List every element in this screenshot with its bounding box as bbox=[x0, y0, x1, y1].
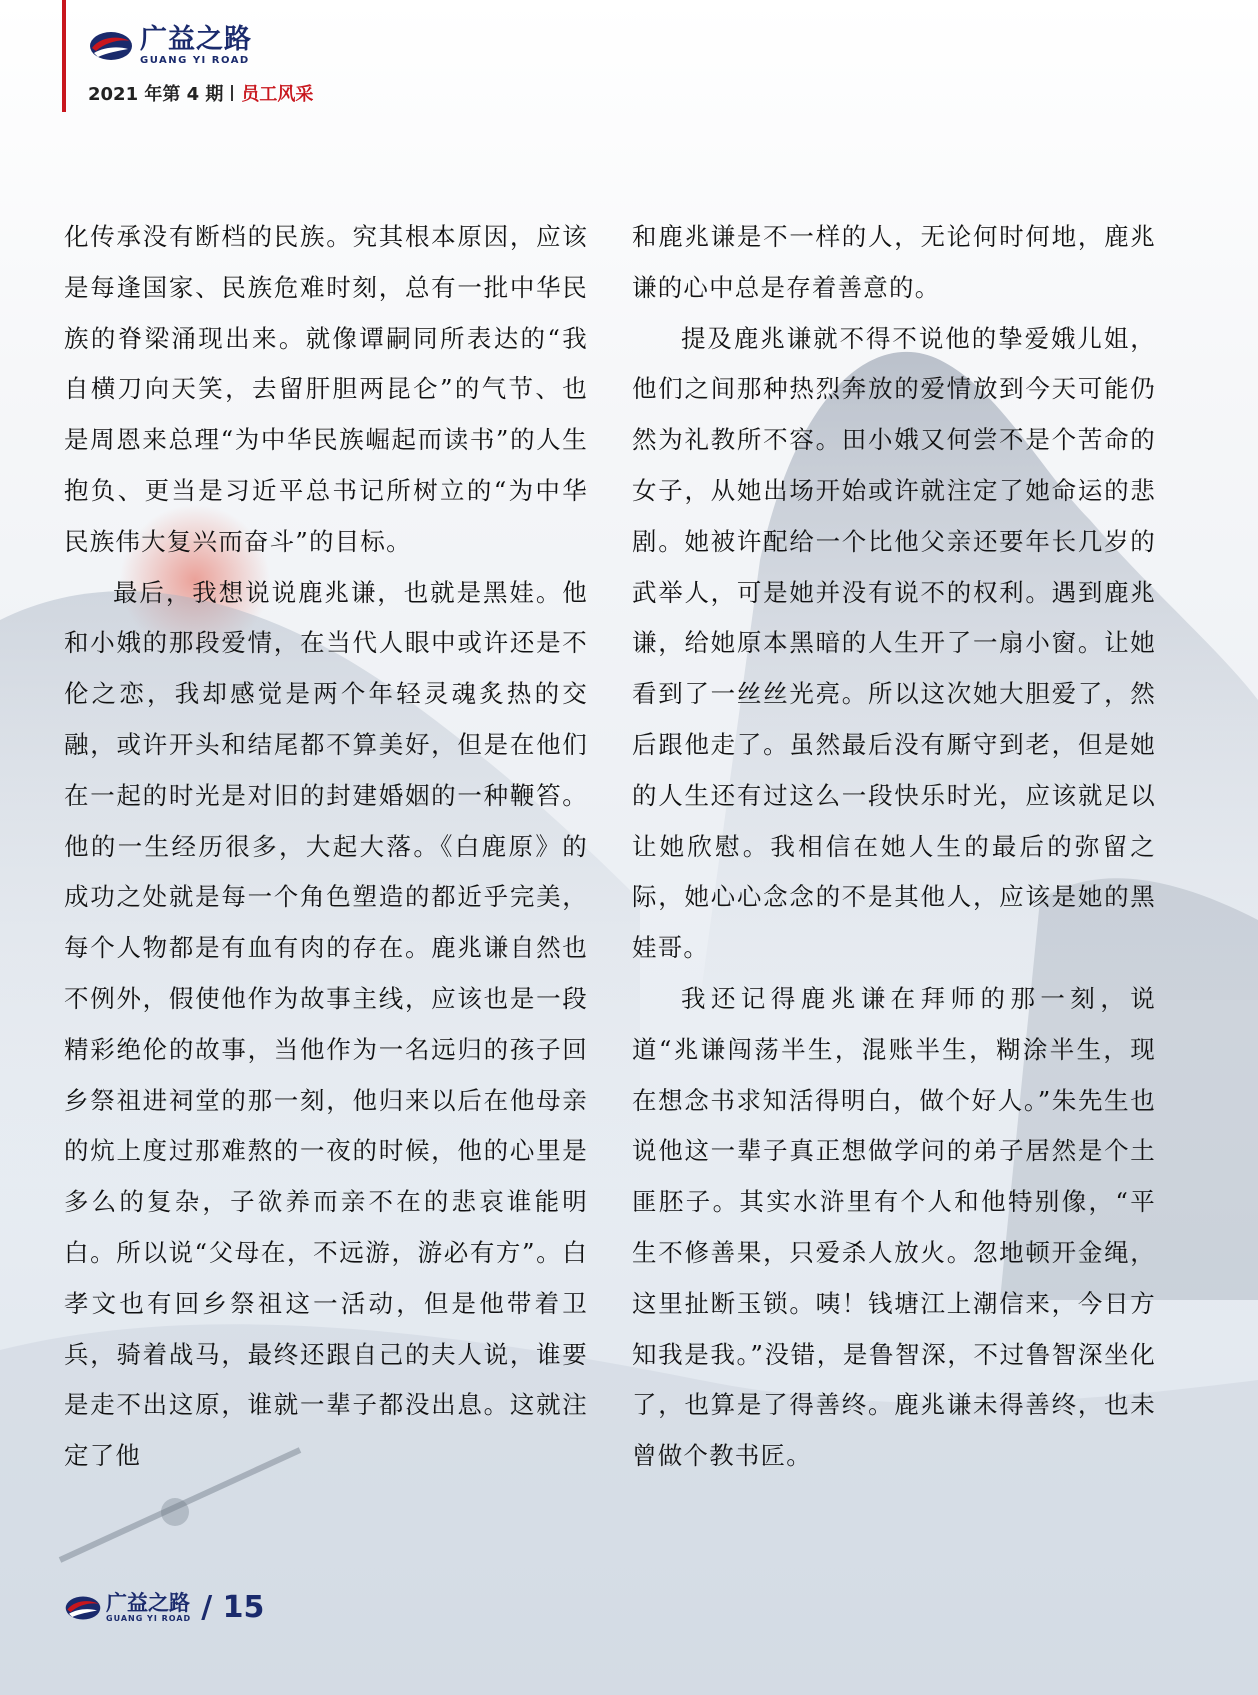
logo-chinese-title: 广益之路 bbox=[140, 24, 252, 55]
footer-logo-english: GUANG YI ROAD bbox=[106, 1614, 192, 1623]
issue-info bbox=[88, 80, 313, 106]
paragraph: 提及鹿兆谦就不得不说他的挚爱娥儿姐，他们之间那种热烈奔放的爱情放到今天可能仍然为礼教所不容。田小娥又何尝不是个苦命的女子，从她出场开始或许就注定了她命运的悲剧。她被许配给一个比他父亲还要年长几岁的武举人，可是她并没有说不的权利。遇到鹿兆谦，给她原本黑暗的人生开了一扇小窗。让她看到了一丝丝光亮。所以这次她大胆爱了，然后跟他走了。虽然最后没有厮守到老，但是她的人生还有过这么一段快乐时光，应该就足以让她欣慰。我相信在她人生的最后的弥留之际，她心心念念的不是其他人，应该是她的黑娃哥。 bbox=[632, 323, 1156, 963]
paragraph: 最后，我想说说鹿兆谦，也就是黑娃。他和小娥的那段爱情，在当代人眼中或许还是不伦之恋，我却感觉是两个年轻灵魂炙热的交融，或许开头和结尾都不算美好，但是在他们在一起的时光是对旧的封建婚姻的一种鞭笞。他的一生经历很多，大起大落。《白鹿原》的成功之处就是每一个角色塑造的都近乎完美，每个人物都是有血有肉的存在。鹿兆谦自然也不例外，假使他作为故事主线，应该也是一段精彩绝伦的故事，当他作为一名远归的孩子回乡祭祖进祠堂的那一刻，他归来以后在他母亲的炕上度过那难熬的一夜的时候，他的心里是多么的复杂，子欲养而亲不在的悲哀谁能明白。所以说“父母在，不远游，游必有方”。白孝文也有回乡祭祖这一活动，但是他带着卫兵，骑着战马，最终还跟自己的夫人说，谁要是走不出这原，谁就一辈子都没出息。这就注定了他 bbox=[64, 577, 588, 1471]
issue-number: 2021 年第 4 期 bbox=[88, 84, 224, 105]
brand-swoosh-icon bbox=[88, 29, 134, 63]
left-text-column bbox=[64, 212, 588, 1482]
section-name: 员工风采 bbox=[241, 84, 314, 105]
brand-swoosh-icon bbox=[64, 1594, 102, 1622]
page-number: / 15 bbox=[201, 1590, 265, 1625]
issue-divider bbox=[231, 85, 233, 101]
paragraph: 我还记得鹿兆谦在拜师的那一刻，说道“兆谦闯荡半生，混账半生，糊涂半生，现在想念书求知活得明白，做个好人。”朱先生也说他这一辈子真正想做学问的弟子居然是个土匪胚子。其实水浒里有个人和他特别像，“平生不修善果，只爱杀人放火。忽地顿开金绳，这里扯断玉锁。咦！钱塘江上潮信来，今日方知我是我。”没错，是鲁智深，不过鲁智深坐化了，也算是了得善终。鹿兆谦未得善终，也未曾做个教书匠。 bbox=[632, 983, 1156, 1471]
header-accent-bar bbox=[62, 0, 66, 112]
page-footer bbox=[64, 1590, 264, 1625]
right-text-column bbox=[632, 212, 1156, 1482]
footer-logo-chinese: 广益之路 bbox=[106, 1591, 190, 1615]
paragraph: 和鹿兆谦是不一样的人，无论何时何地，鹿兆谦的心中总是存着善意的。 bbox=[632, 222, 1156, 302]
paragraph: 化传承没有断档的民族。究其根本原因，应该是每逢国家、民族危难时刻，总有一批中华民族的脊梁涌现出来。就像谭嗣同所表达的“我自横刀向天笑，去留肝胆两昆仑”的气节、也是周恩来总理“为中华民族崛起而读书”的人生抱负、更当是习近平总书记所树立的“为中华民族伟大复兴而奋斗”的目标。 bbox=[64, 222, 588, 556]
header-logo bbox=[88, 26, 252, 66]
logo-english-title: GUANG YI ROAD bbox=[140, 55, 250, 66]
